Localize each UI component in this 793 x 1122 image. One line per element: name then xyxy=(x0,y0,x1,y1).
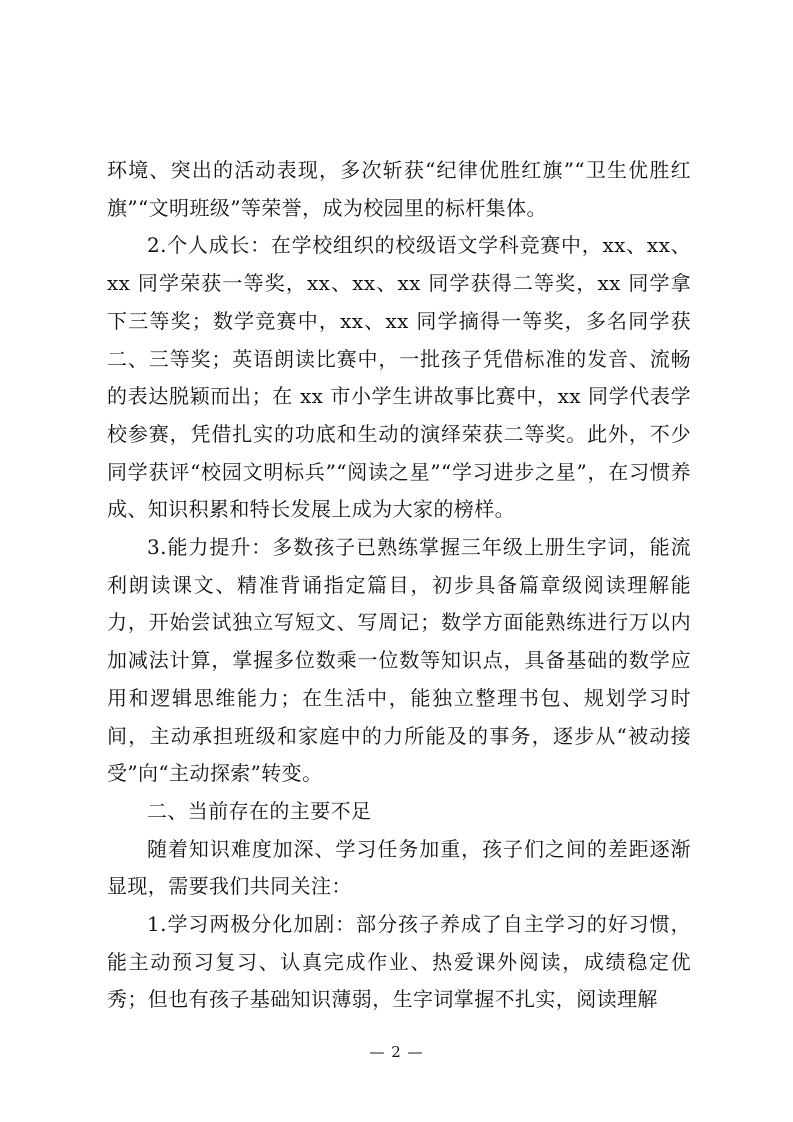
page-number: — 2 — xyxy=(369,1043,424,1061)
personal-growth-paragraph: 2.个人成长：在学校组织的校级语文学科竞赛中，xx、xx、xx 同学荣获一等奖，xx、xx、xx 同学获得二等奖，xx 同学拿下三等奖；数学竞赛中，xx、xx 同学摘得一等奖，多名同学获二、三等奖；英语朗读比赛中，一批孩子凭借标准的发音、流畅的表达脱颖而出；在 xx 市小学生讲故事比赛中，xx 同学代表学校参赛，凭借扎实的功底和生动的演绎荣获二等奖。此外，不少同学获评“校园文明标兵”“阅读之星”“学习进步之星”，在习惯养成、知识积累和特长发展上成为大家的榜样。 xyxy=(107,233,691,522)
continuation-paragraph: 环境、突出的活动表现，多次斩获“纪律优胜红旗”“卫生优胜红旗”“文明班级”等荣誉，成为校园里的标杆集体。 xyxy=(107,158,691,220)
intro-paragraph: 随着知识难度加深、学习任务加重，孩子们之间的差距逐渐显现，需要我们共同关注： xyxy=(107,836,691,899)
learning-gap-paragraph: 1.学习两极分化加剧：部分孩子养成了自主学习的好习惯，能主动预习复习、认真完成作业、热爱课外阅读，成绩稳定优秀；但也有孩子基础知识薄弱，生字词掌握不扎实，阅读理解 xyxy=(107,912,691,1012)
section-heading: 二、当前存在的主要不足 xyxy=(147,798,372,823)
ability-improvement-paragraph: 3.能力提升：多数孩子已熟练掌握三年级上册生字词，能流利朗读课文、精准背诵指定篇目，初步具备篇章级阅读理解能力，开始尝试独立写短文、写周记；数学方面能熟练进行万以内加减法计算，掌握多位数乘一位数等知识点，具备基础的数学应用和逻辑思维能力；在生活中，能独立整理书包、规划学习时间，主动承担班级和家庭中的力所能及的事务，逐步从“被动接受”向“主动探索”转变。 xyxy=(107,535,691,786)
document-body xyxy=(107,152,691,1019)
